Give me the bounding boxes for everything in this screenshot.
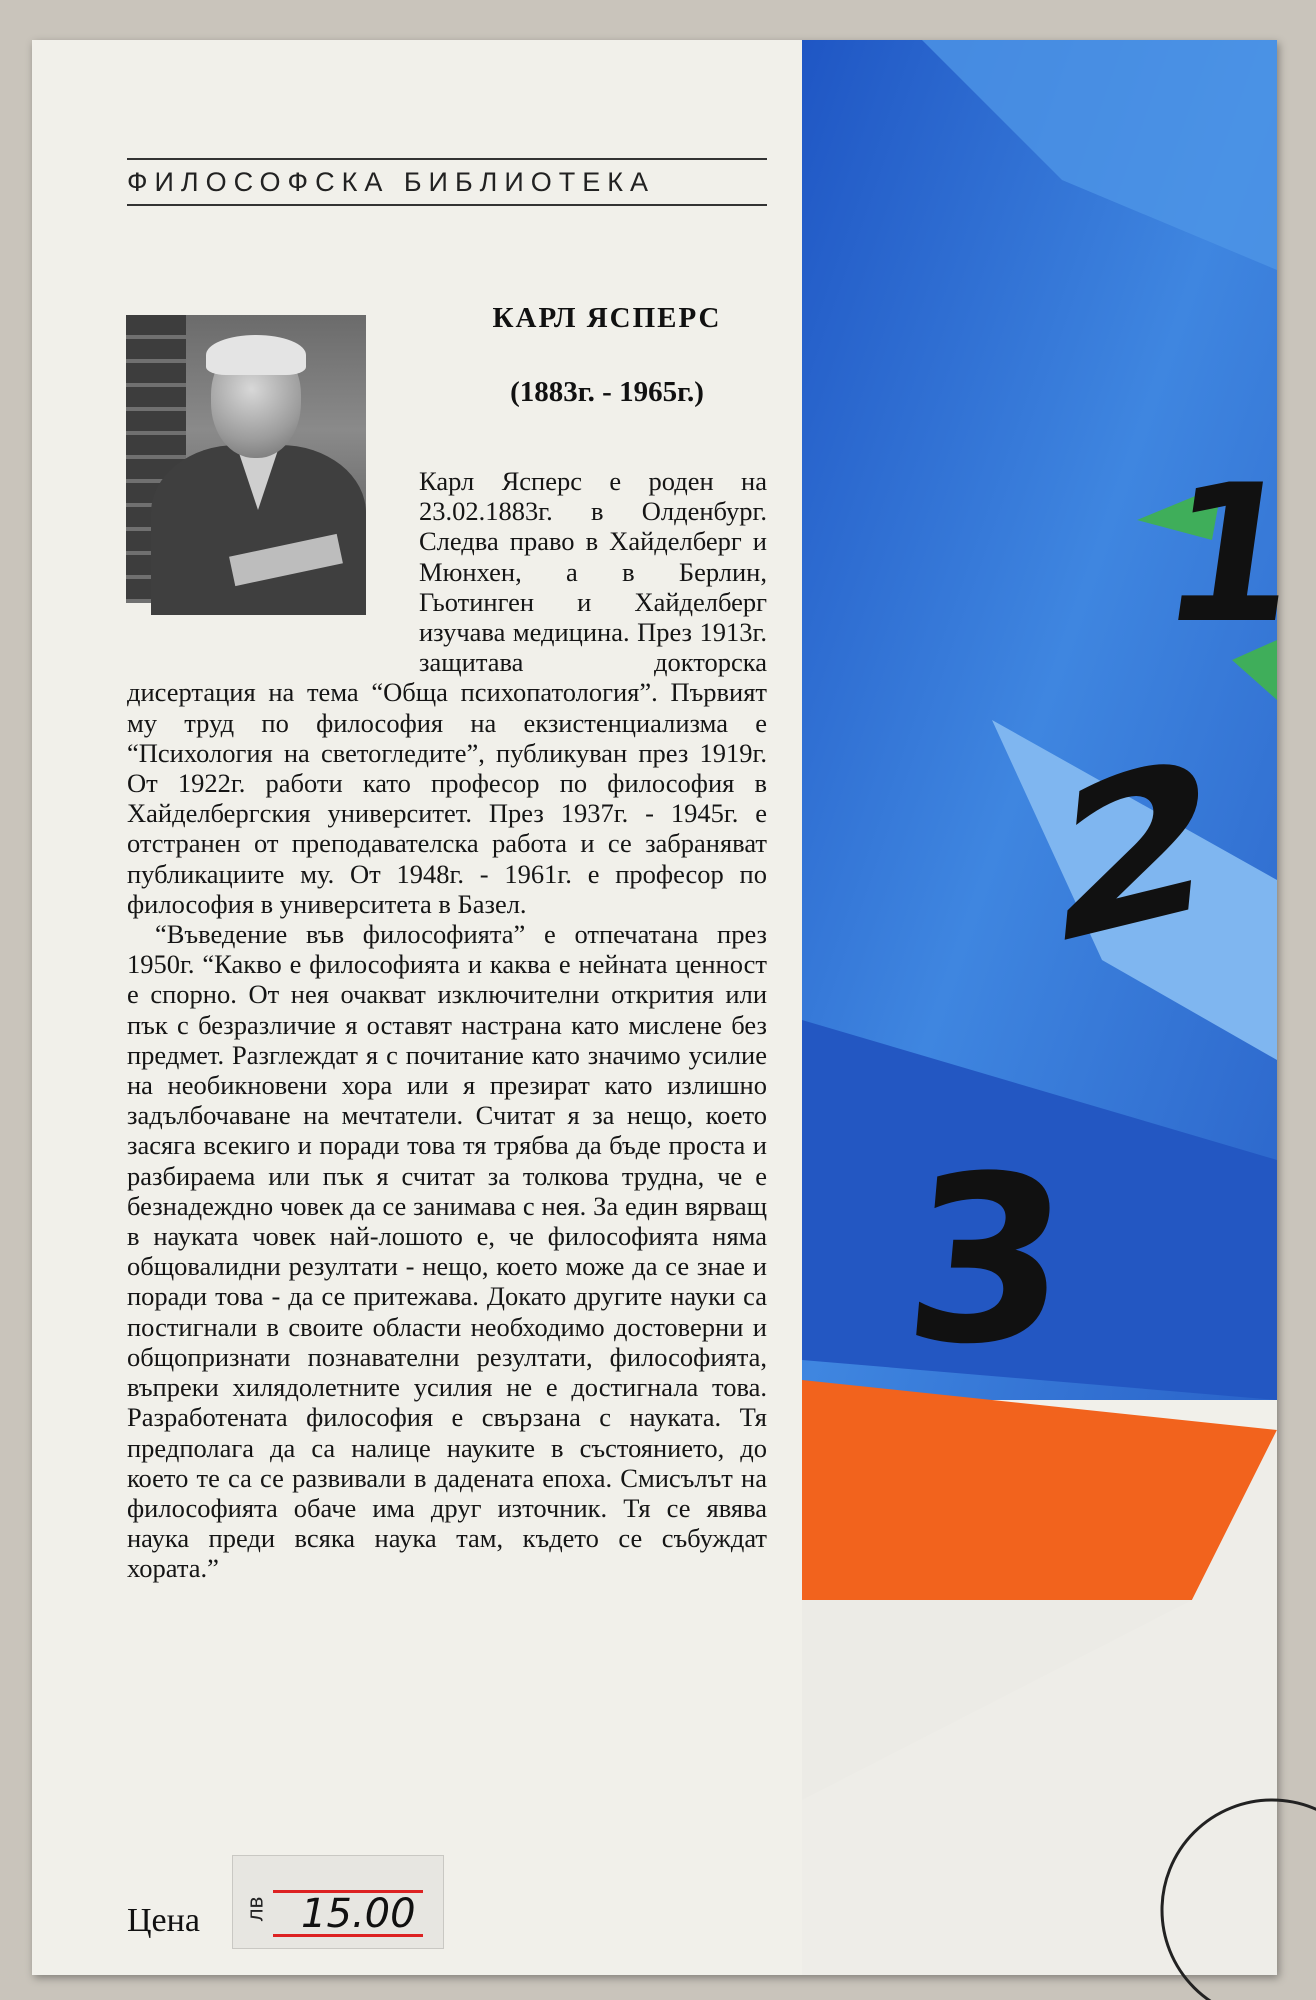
artwork-svg	[802, 40, 1313, 1975]
photo-wrap-spacer	[127, 466, 419, 648]
author-years: (1883г. - 1965г.)	[510, 376, 704, 408]
svg-text:2: 2	[1041, 707, 1228, 995]
author-name: КАРЛ ЯСПЕРС	[492, 302, 722, 334]
bio-paragraph-1: Карл Ясперс е роден на 23.02.1883г. в Олденбург. Следва право в Хайделберг и Мюнхен, а в Берлин, Гьотинген и Хайделберг изучава медицина. През 1913г. защитава докторска дисертация на тема “Обща психопатология”. Първият му труд по философия на екзистенциализма е “Психология на светогледите”, публикуван през 1919г. От 1922г. работи като професор по философия в Хайделбергския университет. През 1937г. - 1945г. е отстранен от преподавателска работа и се забраняват публикациите му. От 1948г. - 1961г. е професор по философия в университета в Базел.	[127, 466, 767, 919]
number-3	[896, 1127, 1079, 1394]
price-value: 15.00	[301, 1891, 416, 1937]
portrait-hair	[206, 335, 306, 375]
cover-artwork	[802, 40, 1313, 1975]
biography	[127, 466, 767, 1584]
price-sticker	[232, 1855, 444, 1949]
bio-paragraph-2: “Въведение във философията” е отпечатана през 1950г. “Какво е философията и каква е нейната ценност е спорно. От нея очакват изключителни открития или пък с безразличие я оставят настрана като мислене без предмет. Разглеждат я с почитание като значимо усилие на необикновени хора или я презират като излишно задълбочаване на мечтатели. Считат я за нещо, което засяга всекиго и поради това тя трябва да бъде проста и разбираема или пък я считат за толкова трудна, че е безнадеждно човек да се занимава с нея. За един вярващ в науката човек най-лошото е, че философията няма общовалидни резултати - нещо, което може да се знае и поради това - да се притежава. Докато другите науки са постигнали в своите области необходимо достоверни и общопризнати познавателни резултати, философията, въпреки хилядолетните усилия не е достигнала това. Разработената философия е свързана с науката. Тя предполага да са налице науките в състоянието, до което те са се развивали в дадената епоха. Смисълът на философията обаче има друг източник. Тя се явява наука преди всяка наука там, където се събуждат хората.”	[127, 919, 767, 1584]
svg-text:1: 1	[1149, 444, 1313, 666]
series-title: ФИЛОСОФСКА БИБЛИОТЕКА	[127, 158, 767, 206]
text-panel	[32, 40, 802, 1975]
number-2	[1041, 707, 1227, 995]
book-back-cover	[32, 40, 1313, 1975]
currency-label: лв	[242, 1896, 268, 1922]
svg-text:3: 3	[895, 1127, 1079, 1395]
price-label: Цена	[127, 1902, 200, 1939]
